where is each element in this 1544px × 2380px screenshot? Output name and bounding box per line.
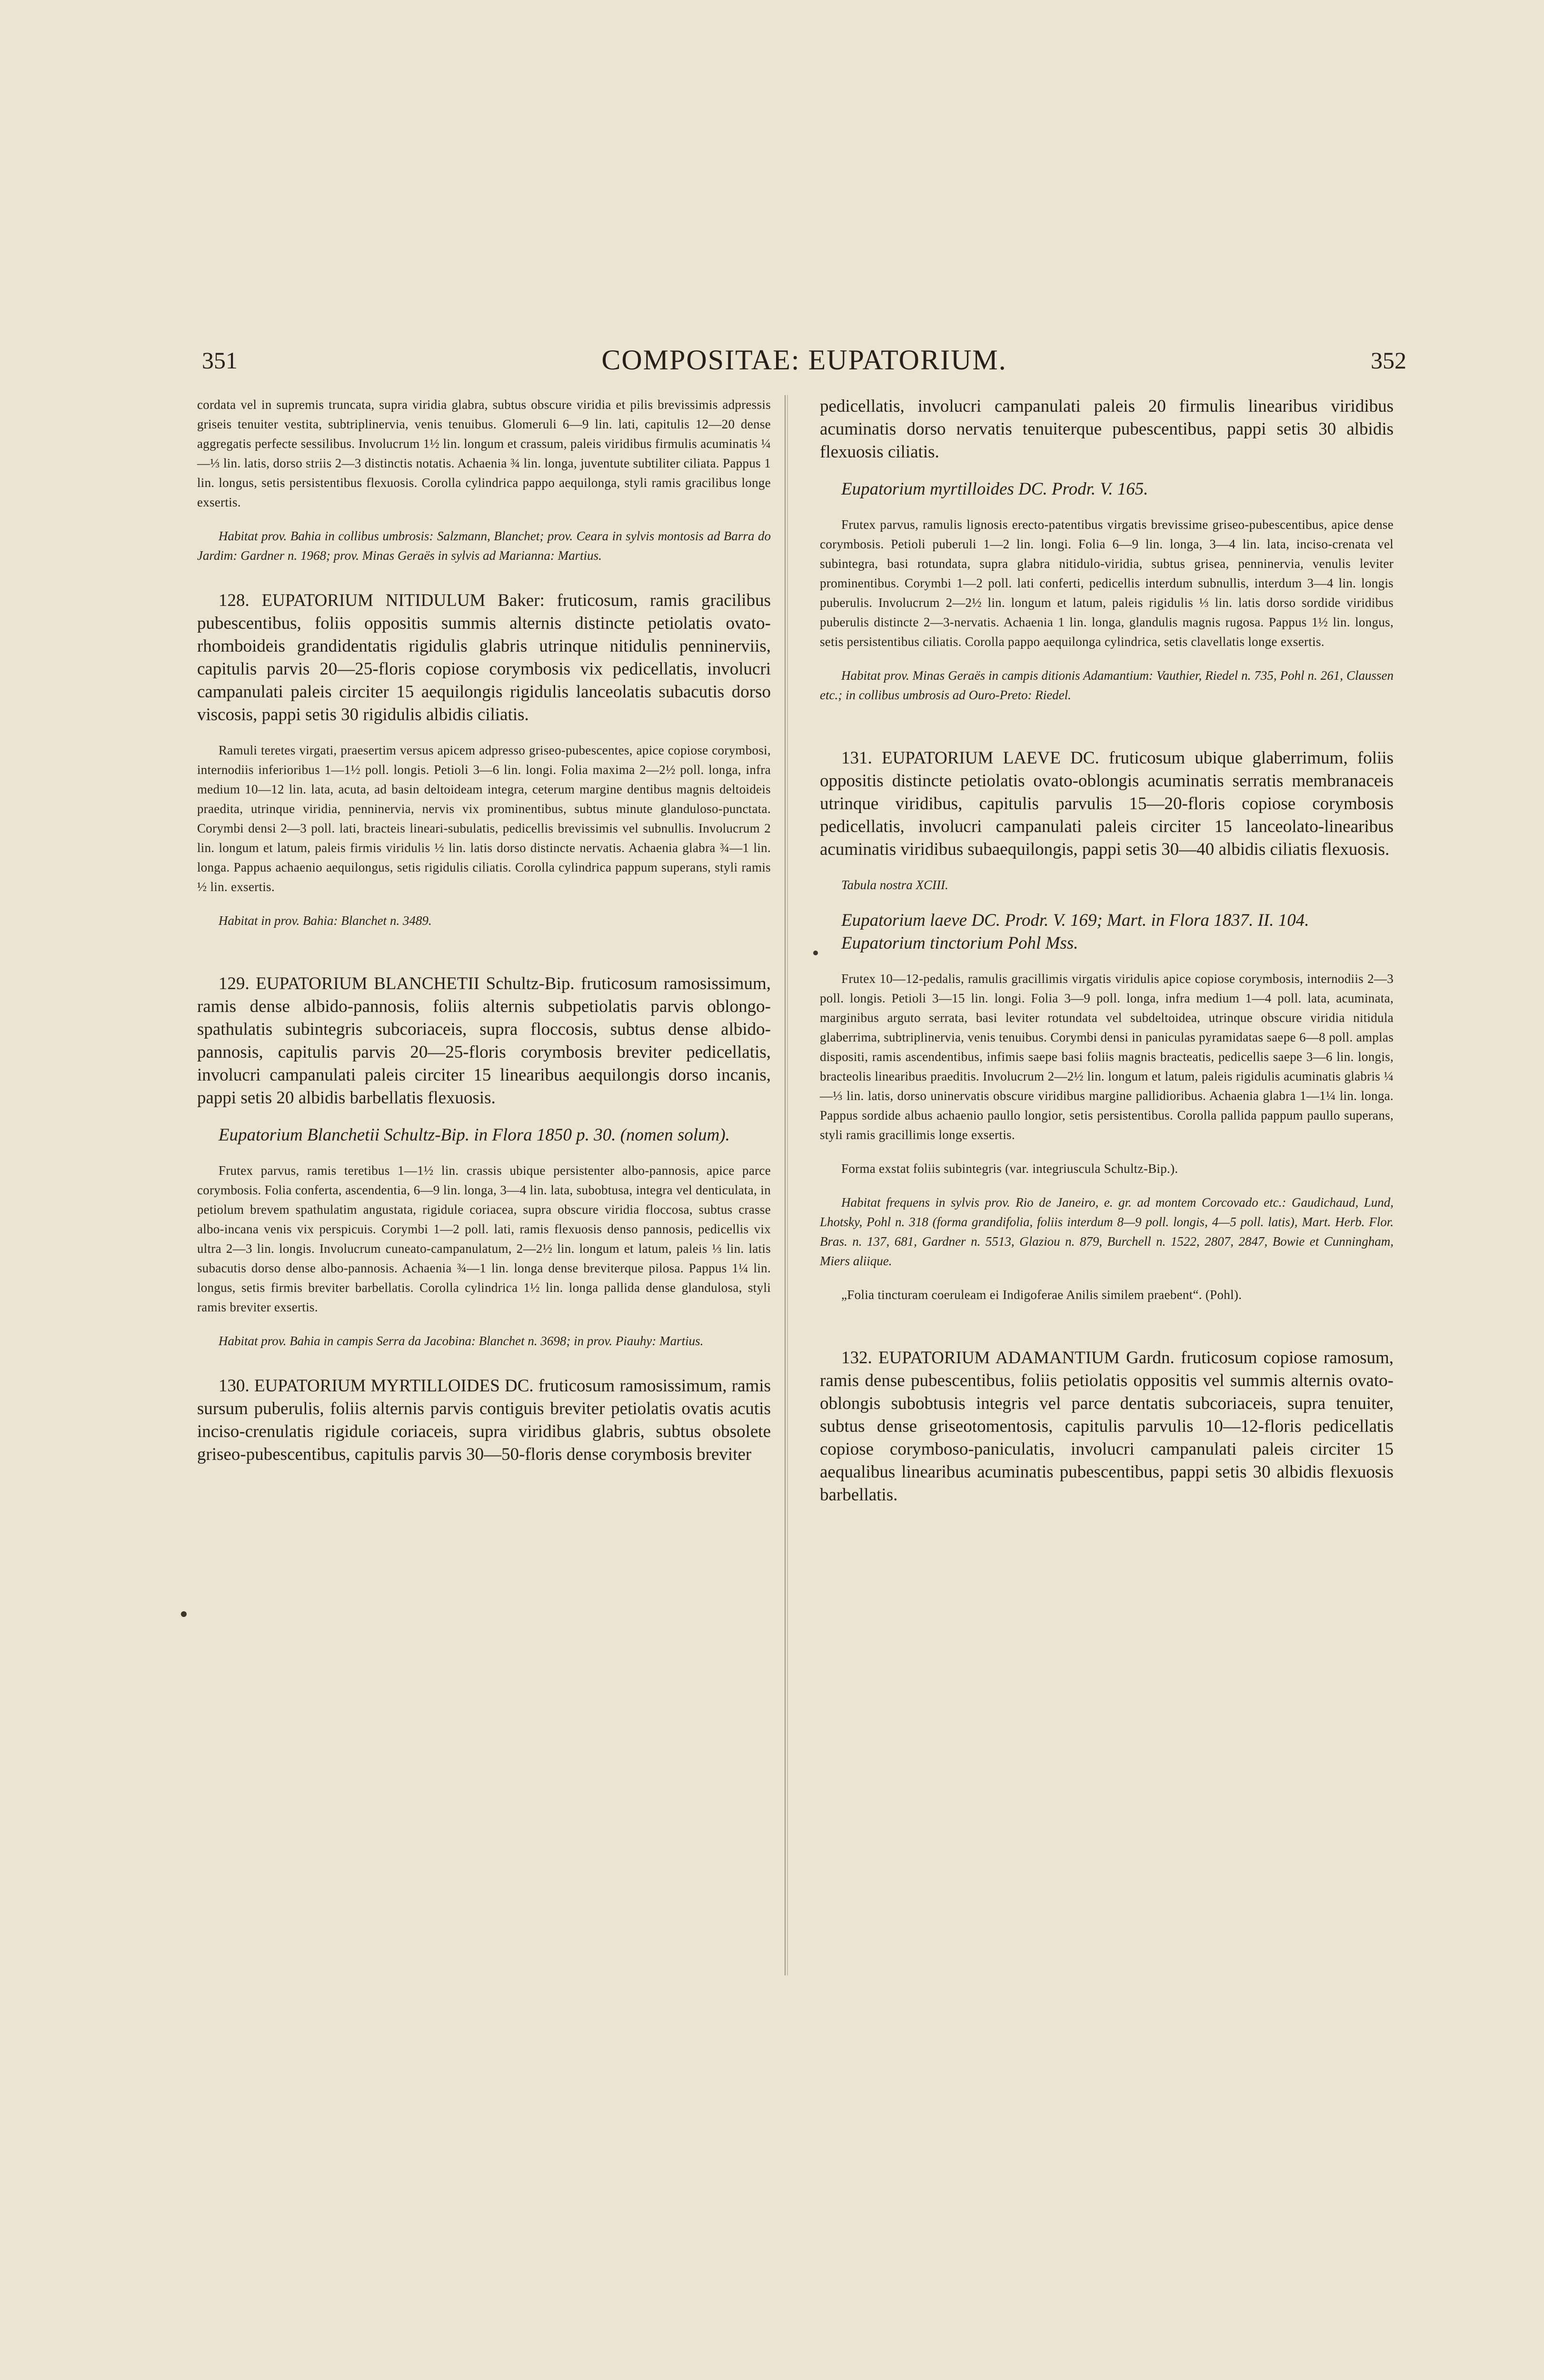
species-129-description: Frutex parvus, ramis teretibus 1—1½ lin. crassis ubique persistenter albo-pannosis, apice parce corymbosis. Folia conferta, ascendentia, 6—9 lin. longa, 3—4 lin. lata, subobtusa, integra vel denticulata, in petiolum brevem spathulatim angustata, rigidule coriacea, supra obscure viridia floccosa, subtus crasse albo-incana venis vix perspicuis. Corymbi 1—2 poll. lati, ramis flexuosis denso pannosis, pedicellis vix ultra 2—3 lin. longis. Involucrum cuneato-campanulatum, 2—2½ lin. longum et latum, paleis ⅓ lin. latis subacutis dorso dense albo-pannosis. Achaenia ¾—1 lin. longa dense breviterque pilosa. Pappus 1¼ lin. longus, setis firmis breviter barbellatis. Corolla cylindrica 1½ lin. longa pallida dense glandulosa, styli ramis breviter exsertis. (197, 1163, 771, 1314)
quote-131: „Folia tincturam coeruleam ei Indigoferae Anilis similem praebent“. (Pohl). (841, 1288, 1242, 1302)
page-number-right: 352 (1371, 347, 1406, 374)
species-129-diagnosis: 129. EUPATORIUM BLANCHETII Schultz-Bip. fruticosum ramosissimum, ramis dense albido-pannosis, foliis alternis subpetiolatis parvis oblongo-spathulatis subintegris subcoriaceis, supra floccosis, subtus dense albido-pannosis, capitulis parvis 20—25-floris corymbosis breviter pedicellatis, involucri campanulati paleis circiter 15 linearibus aequilongis dorso incanis, pappi setis 20 albidis barbellatis flexuosis. (197, 974, 771, 1108)
species-130-diagnosis-continued: pedicellatis, involucri campanulati paleis 20 firmulis linearibus viridibus acuminatis dorso nervatis tenuiterque pubescentibus, pappi setis 30 albidis flexuosis ciliatis. (820, 397, 1394, 462)
species-132-diagnosis: 132. EUPATORIUM ADAMANTIUM Gardn. fruticosum copiose ramosum, ramis dense pubescentibus, foliis petiolatis oppositis vel summis alternis ovato-oblongis subobtusis integris vel parce dentatis subcoriaceis, supra tenuiter, subtus dense griseotomentosis, capitulis parvulis 10—12-floris pedicellatis copiose corymboso-paniculatis, involucri campanulati paleis circiter 15 aequalibus linearibus acuminatis pubescentibus, pappi setis 30 albidis flexuosis barbellatis. (820, 1348, 1394, 1505)
habitat-128: Habitat in prov. Bahia: Blanchet n. 3489. (219, 913, 432, 928)
page-number-left: 351 (202, 347, 238, 374)
citation-131-a: Eupatorium laeve DC. Prodr. V. 169; Mart. in Flora 1837. II. 104. (841, 911, 1309, 930)
column-divider (785, 395, 788, 1975)
species-131-description: Frutex 10—12-pedalis, ramulis gracillimis virgatis viridulis apice copiose corymbosis, internodiis 2—3 poll. longis. Petioli 3—15 lin. longi. Folia 3—9 poll. longa, infra medium 1—4 poll. lata, acuminata, marginibus arguto serrata, basi leviter rotundata vel subdeltoidea, utrinque obscure viridia nitidula glaberrima, subtriplinervia, venis tenuibus. Corymbi densi in paniculas pyramidatas saepe 6—8 poll. amplas dispositi, ramis ascendentibus, infimis saepe basi foliis magnis bracteatis, pedicellis saepe 3—6 lin. longis, bracteolis linearibus praeditis. Involucrum 2—2½ lin. longum et latum, paleis rigidulis acuminatis glabris ¼—⅓ lin. latis, dorso uninervatis obscure viridibus margine pallidioribus. Achaenia glabra 1—1¼ lin. longa. Pappus sordide albus achaenio paullo longior, setis persistentibus. Corolla pallida pappum paullo superans, styli ramis gracillimis longe exsertis. (820, 972, 1394, 1142)
habitat-130: Habitat prov. Minas Geraës in campis ditionis Adamantium: Vauthier, Riedel n. 735, Pohl n. 261, Claussen etc.; in collibus umbrosis ad Ouro-Preto: Riedel. (820, 668, 1394, 702)
habitat-127: Habitat prov. Bahia in collibus umbrosis: Salzmann, Blanchet; prov. Ceara in sylvis montosis ad Barra do Jardim: Gardner n. 1968; prov. Minas Geraës in sylvis ad Marianna: Martius. (197, 529, 771, 563)
margin-dot-right (813, 951, 818, 955)
form-note-131: Forma exstat foliis subintegris (var. integriuscula Schultz-Bip.). (841, 1161, 1178, 1176)
species-130-diagnosis: 130. EUPATORIUM MYRTILLOIDES DC. fruticosum ramosissimum, ramis sursum puberulis, foliis alternis parvis contiguis breviter petiolatis ovatis acutis inciso-crenulatis rigidule coriaceis, supra viridibus glabris, subtus obsolete griseo-pubescentibus, capitulis parvis 30—50-floris dense corymbosis breviter (197, 1376, 771, 1464)
right-column (820, 395, 1394, 1507)
running-title: COMPOSITAE: EUPATORIUM. (601, 344, 1007, 376)
citation-130: Eupatorium myrtilloides DC. Prodr. V. 165. (841, 479, 1148, 499)
plate-reference-131: Tabula nostra XCIII. (841, 878, 948, 892)
margin-dot (181, 1611, 187, 1617)
species-128-description: Ramuli teretes virgati, praesertim versus apicem adpresso griseo-pubescentes, apice copiose corymbosi, internodiis inferioribus 1—1½ poll. longis. Petioli 3—6 lin. longi. Folia maxima 2—2½ poll. longa, infra medium 10—12 lin. lata, acuta, ad basin deltoideam integra, ceterum margine dentibus magnis deltoideis praedita, utrinque viridia, penninervia, nervis vix prominentibus, subtus minute glanduloso-punctata. Corymbi densi 2—3 poll. lati, bracteis lineari-subulatis, pedicellis brevissimis vel subnullis. Involucrum 2 lin. longum et latum, paleis firmis viridulis ½ lin. latis dorso distincte nervatis. Achaenia glabra ¾—1 lin. longa. Pappus achaenio aequilongus, setis rigidulis ciliatis. Corolla cylindrica pappum superans, styli ramis ½ lin. exsertis. (197, 743, 771, 894)
citation-129: Eupatorium Blanchetii Schultz-Bip. in Flora 1850 p. 30. (nomen solum). (219, 1125, 730, 1145)
description-127-continued: cordata vel in supremis truncata, supra viridia glabra, subtus obscure viridia et pilis brevissimis adpressis griseis tenuiter vestita, subtriplinervia, venis tenuibus. Glomeruli 6—9 lin. lati, capitulis 12—20 dense aggregatis perfecte sessilibus. Involucrum 1½ lin. longum et crassum, paleis viridibus firmulis acuminatis ¼—⅓ lin. latis, dorso striis 2—3 distinctis notatis. Achaenia ¾ lin. longa, juventute subtiliter ciliata. Pappus 1 lin. longus, setis persistentibus flexuosis. Corolla cylindrica pappo aequilonga, styli ramis gracilibus longe exsertis. (197, 397, 771, 509)
page-header (202, 344, 1406, 380)
species-130-description: Frutex parvus, ramulis lignosis erecto-patentibus virgatis brevissime griseo-pubescentibus, apice dense corymbosis. Petioli puberuli 1—2 lin. longi. Folia 6—9 lin. longa, 3—4 lin. lata, inciso-crenata vel subintegra, basi rotundata, supra glabra nitidulo-viridia, subtus grisea, penninervia, venulis leviter prominentibus. Corymbi 1—2 poll. lati conferti, pedicellis interdum subnullis, interdum 3—4 lin. longis puberulis. Involucrum 2—2½ lin. longum et latum, paleis rigidulis ⅓ lin. latis dorso sordide viridibus puberulis distincte 2—3-nervatis. Achaenia 1 lin. longa, glandulis magnis rugosa. Pappus 1½ lin. longus, setis persistentibus ciliatis. Corolla pappo aequilonga cylindrica, setis clavellatis longe exsertis. (820, 517, 1394, 649)
habitat-129: Habitat prov. Bahia in campis Serra da Jacobina: Blanchet n. 3698; in prov. Piauhy: Martius. (219, 1334, 704, 1348)
citation-131-b: Eupatorium tinctorium Pohl Mss. (841, 933, 1078, 953)
species-131-diagnosis: 131. EUPATORIUM LAEVE DC. fruticosum ubique glaberrimum, foliis oppositis distincte petiolatis ovato-oblongis acuminatis serratis membranaceis utrinque viridibus, capitulis parvulis 15—20-floris copiose corymbosis pedicellatis, involucri campanulati paleis circiter 15 lanceolato-linearibus acuminatis viridibus subaequilongis, pappi setis 30—40 albidis ciliatis flexuosis. (820, 748, 1394, 859)
species-128-diagnosis: 128. EUPATORIUM NITIDULUM Baker: fruticosum, ramis gracilibus pubescentibus, foliis oppositis summis alternis distincte petiolatis ovato-rhomboideis grandidentatis rigidulis glabris utrinque nitidulis penninerviis, capitulis parvis 20—25-floris copiose corymbosis vix pedicellatis, involucri campanulati paleis circiter 15 aequilongis rigidulis lanceolatis subacutis dorso viscosis, pappi setis 30 rigidulis albidis ciliatis. (197, 591, 771, 724)
habitat-131: Habitat frequens in sylvis prov. Rio de Janeiro, e. gr. ad montem Corcovado etc.: Gaudichaud, Lund, Lhotsky, Pohl n. 318 (forma grandifolia, foliis interdum 8—9 poll. longis, 4—5 poll. latis), Mart. Herb. Flor. Bras. n. 137, 681, Gardner n. 5513, Glaziou n. 879, Burchell n. 1522, 2807, 2847, Bowie et Cunningham, Miers aliique. (820, 1195, 1394, 1268)
left-column (197, 395, 771, 1466)
